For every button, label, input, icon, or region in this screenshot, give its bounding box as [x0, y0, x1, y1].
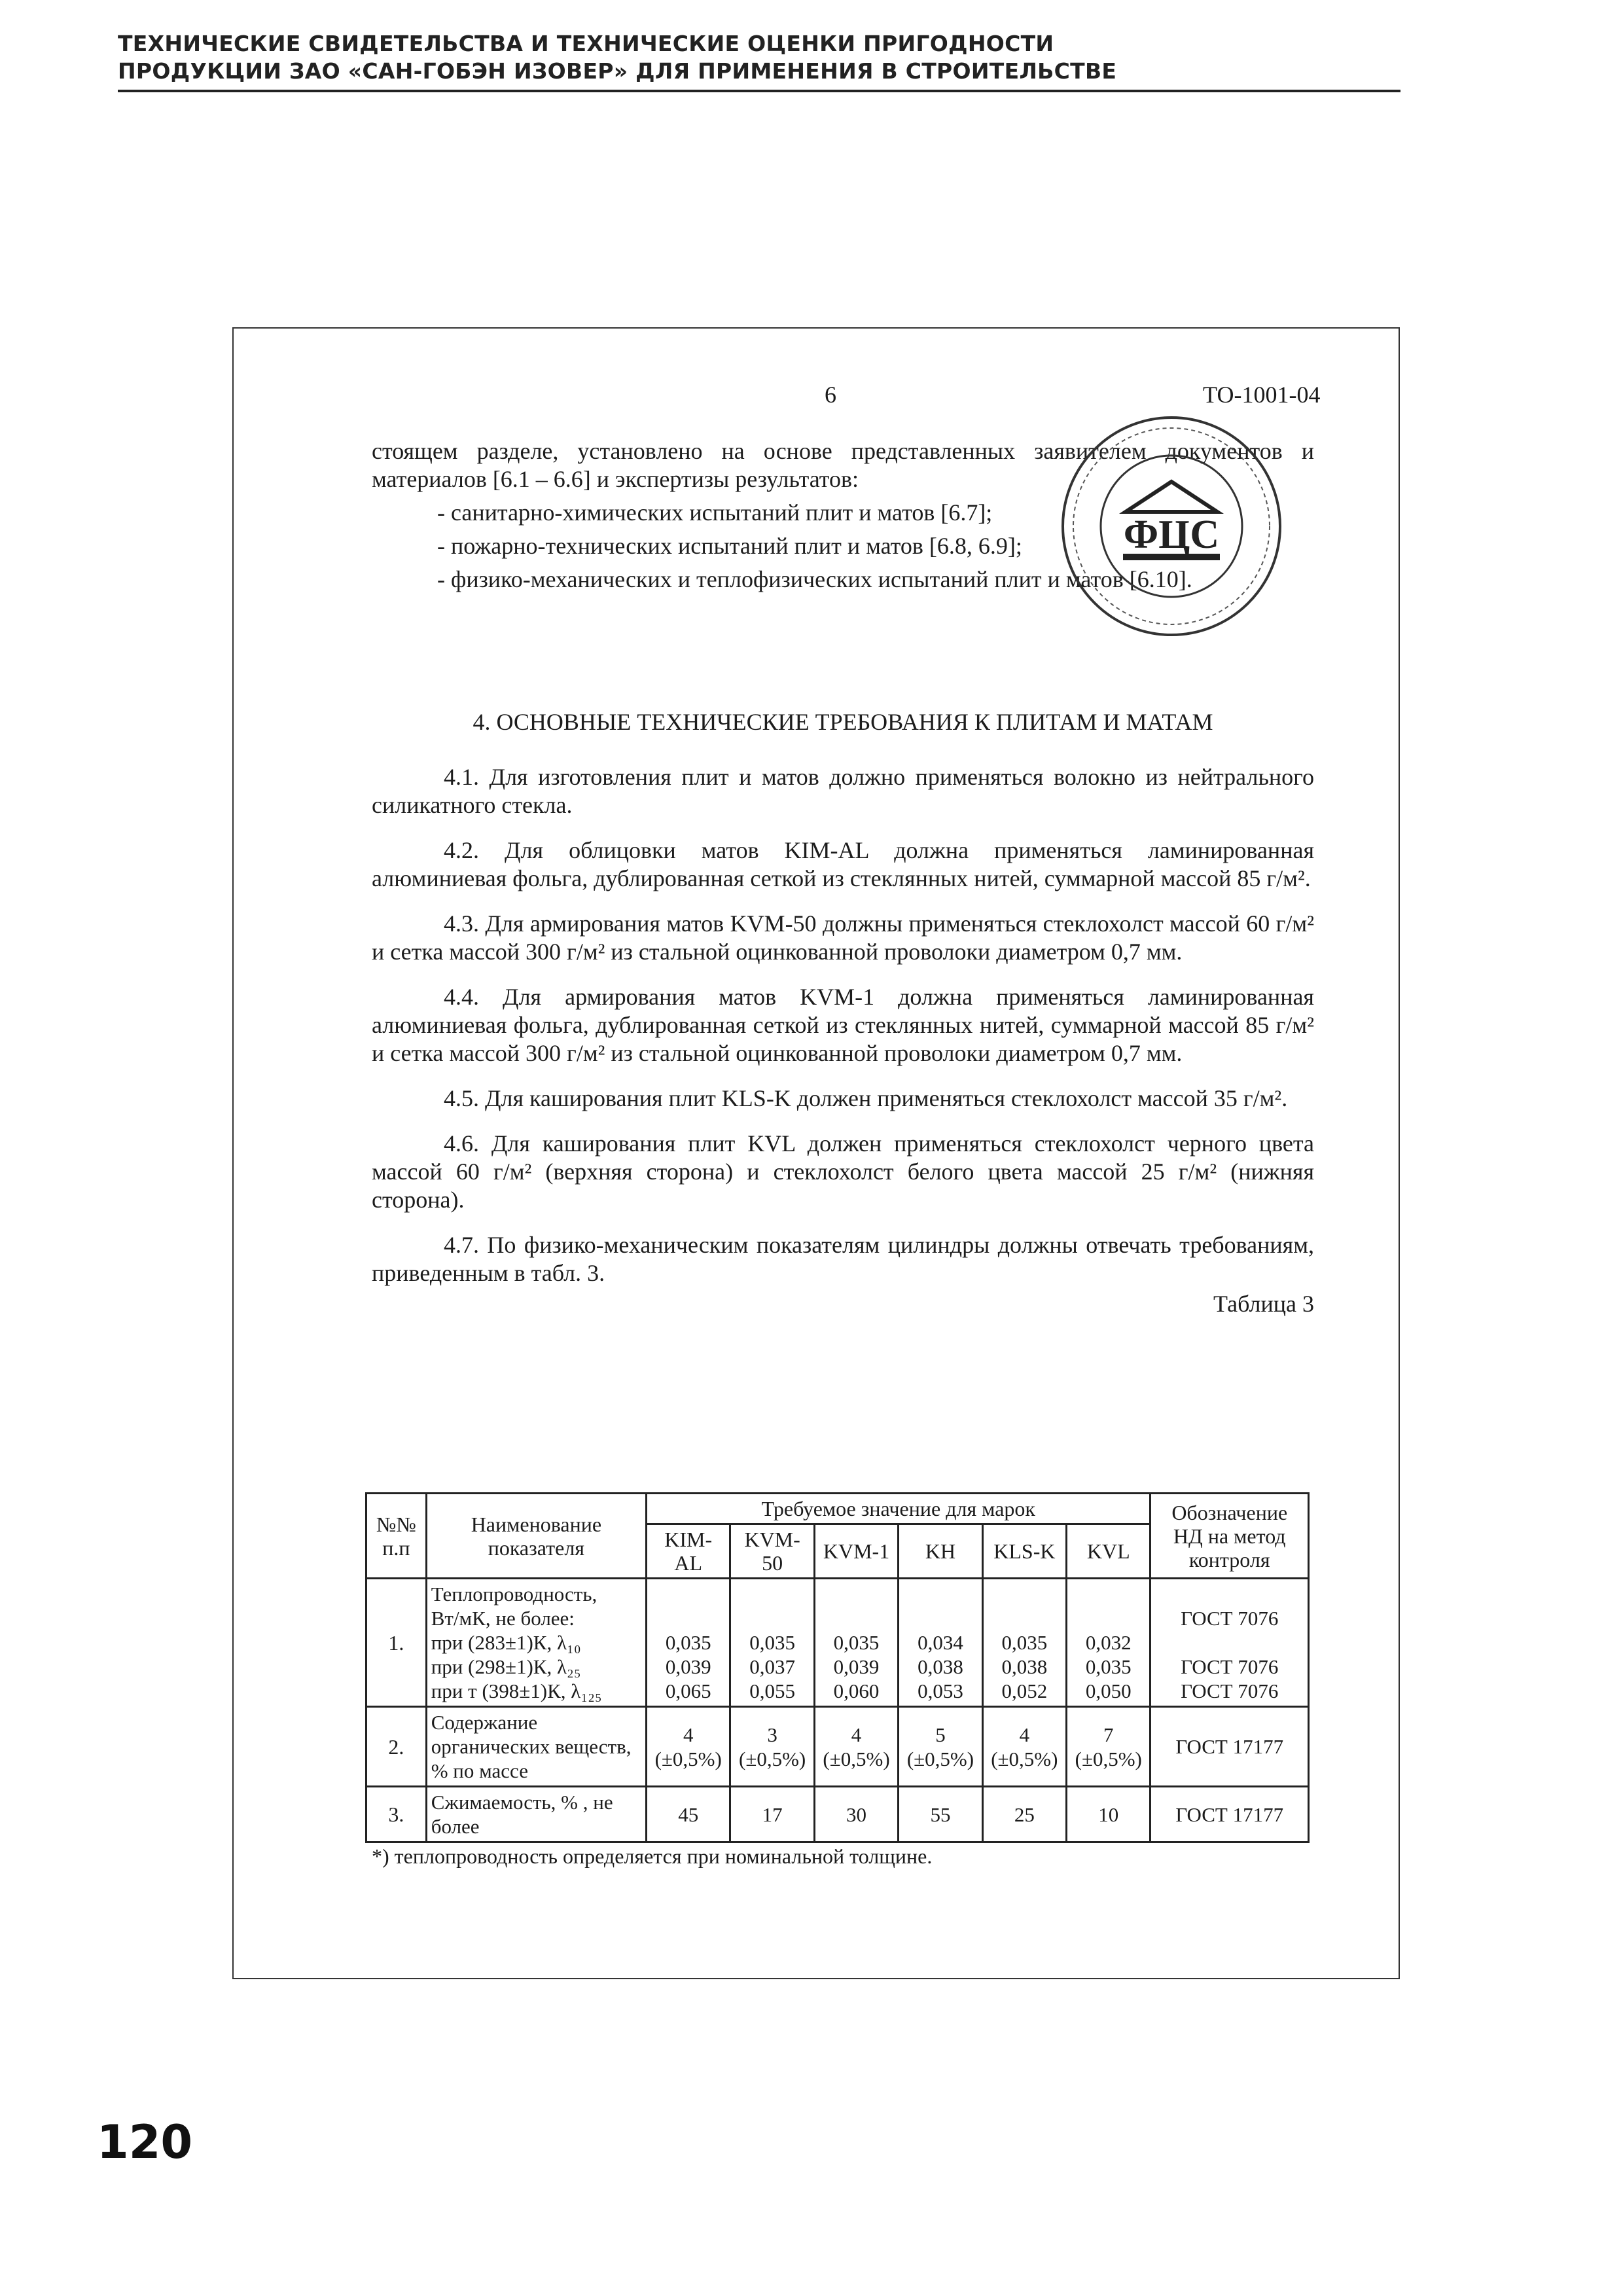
- cell-value: 0,055: [749, 1679, 795, 1702]
- paragraph-4-2: 4.2. Для облицовки матов KIM-AL должна применяться ламинированная алюминиевая фольга, дублированная сеткой из стеклянных нитей, суммарной массой 85 г/м².: [372, 837, 1314, 891]
- cell-tolerance: (±0,5%): [1075, 1747, 1142, 1770]
- cell-value: 0,035: [749, 1631, 795, 1654]
- header-line-2: ПРОДУКЦИИ ЗАО «САН-ГОБЭН ИЗОВЕР» ДЛЯ ПРИМЕНЕНИЯ В СТРОИТЕЛЬСТВЕ: [118, 58, 1117, 84]
- header-line-1: ТЕХНИЧЕСКИЕ СВИДЕТЕЛЬСТВА И ТЕХНИЧЕСКИЕ ОЦЕНКИ ПРИГОДНОСТИ: [118, 31, 1054, 56]
- cell-value: 4: [851, 1723, 862, 1746]
- intro-paragraph: стоящем разделе, установлено на основе представленных заявителем документов и материалов [6.1 – 6.6] и экспертизы результатов:: [372, 438, 1314, 492]
- cell-value: 0,039: [833, 1655, 880, 1678]
- row-name: [426, 1579, 646, 1707]
- cell-value: 3: [767, 1723, 777, 1746]
- cell-value: 30: [814, 1787, 898, 1842]
- value-cell: [814, 1707, 898, 1787]
- running-header: [118, 30, 1400, 85]
- paragraph-4-1: 4.1. Для изготовления плит и матов должно применяться волокно из нейтрального силикатного стекла.: [372, 764, 1314, 818]
- value-cell: [1067, 1579, 1150, 1707]
- row-name-line: при (298±1)К, λ₂₅: [431, 1655, 581, 1678]
- cell-value: 7: [1103, 1723, 1114, 1746]
- cell-value: 0,034: [918, 1631, 963, 1654]
- brand-header: KVL: [1067, 1524, 1150, 1579]
- table-caption: Таблица 3: [1213, 1291, 1314, 1317]
- cell-value: 0,038: [1001, 1655, 1048, 1678]
- cell-value: 0,060: [833, 1679, 880, 1702]
- brand-header: KLS-K: [982, 1524, 1066, 1579]
- cell-value: 0,035: [833, 1631, 880, 1654]
- header-num: №№ п.п: [366, 1494, 427, 1579]
- certification-stamp: [1059, 414, 1285, 639]
- value-cell: [982, 1707, 1066, 1787]
- cell-value: 0,037: [749, 1655, 795, 1678]
- cell-tolerance: (±0,5%): [991, 1747, 1058, 1770]
- row-name-line: при (283±1)К, λ₁₀: [431, 1631, 581, 1654]
- row-name: Сжимаемость, % , не более: [426, 1787, 646, 1842]
- table-row: [366, 1707, 1309, 1787]
- requirements-table: [365, 1492, 1310, 1843]
- section-title: 4. ОСНОВНЫЕ ТЕХНИЧЕСКИЕ ТРЕБОВАНИЯ К ПЛИТАМ И МАТАМ: [473, 709, 1213, 735]
- list-item: - физико-механических и теплофизических испытаний плит и матов [6.10].: [437, 566, 1192, 592]
- value-cell: [647, 1579, 730, 1707]
- table-footnote: *) теплопроводность определяется при номинальной толщине.: [372, 1844, 933, 1868]
- doc-page-number: 6: [825, 382, 836, 408]
- doc-number: ТО-1001-04: [1203, 382, 1321, 408]
- cell-value: 0,052: [1001, 1679, 1048, 1702]
- cell-value: 0,032: [1085, 1631, 1132, 1654]
- table-row: [366, 1579, 1309, 1707]
- list-item: - пожарно-технических испытаний плит и матов [6.8, 6.9];: [437, 533, 1022, 559]
- brand-header: KIM-AL: [647, 1524, 730, 1579]
- header-rule: [118, 90, 1400, 92]
- cell-value: 0,039: [665, 1655, 711, 1678]
- table-row: [366, 1787, 1309, 1842]
- paragraph-4-5: 4.5. Для каширования плит KLS-K должен применяться стеклохолст массой 35 г/м².: [444, 1085, 1288, 1111]
- nd-cell: ГОСТ 17177: [1150, 1707, 1309, 1787]
- value-cell: [899, 1707, 982, 1787]
- header-required: Требуемое значение для марок: [647, 1494, 1150, 1524]
- cell-value: 4: [1019, 1723, 1030, 1746]
- row-name-line: Вт/мК, не более:: [431, 1607, 575, 1630]
- cell-value: 0,065: [665, 1679, 711, 1702]
- row-num: 2.: [366, 1707, 427, 1787]
- row-name: Содержание органических веществ, % по массе: [426, 1707, 646, 1787]
- header-name: Наименование показателя: [426, 1494, 646, 1579]
- cell-value: 10: [1067, 1787, 1150, 1842]
- value-cell: [647, 1707, 730, 1787]
- header-nd: Обозначение НД на метод контроля: [1150, 1494, 1309, 1579]
- nd-cell: [1150, 1579, 1309, 1707]
- row-num: 1.: [366, 1579, 427, 1707]
- cell-value: 0,035: [665, 1631, 711, 1654]
- cell-value: 0,038: [918, 1655, 963, 1678]
- cell-value: 25: [982, 1787, 1066, 1842]
- row-name-line: при т (398±1)К, λ₁₂₅: [431, 1679, 602, 1702]
- page-number: 120: [97, 2115, 193, 2169]
- cell-value: 45: [647, 1787, 730, 1842]
- brand-header: KVM-50: [730, 1524, 814, 1579]
- brand-header: KH: [899, 1524, 982, 1579]
- cell-value: 0,035: [1001, 1631, 1048, 1654]
- paragraph-4-6: 4.6. Для каширования плит KVL должен применяться стеклохолст черного цвета массой 60 г/м² (верхняя сторона) и стеклохолст белого цвета массой 25 г/м² (нижняя сторона).: [372, 1130, 1314, 1213]
- section-4: [372, 708, 1314, 1318]
- row-num: 3.: [366, 1787, 427, 1842]
- cell-value: 55: [899, 1787, 982, 1842]
- value-cell: [1067, 1707, 1150, 1787]
- value-cell: [982, 1579, 1066, 1707]
- row-name-line: Теплопроводность,: [431, 1583, 597, 1605]
- nd-value: ГОСТ 7076: [1181, 1606, 1279, 1630]
- paragraph-4-3: 4.3. Для армирования матов KVM-50 должны применяться стеклохолст массой 60 г/м² и сетка массой 300 г/м² из стальной оцинкованной проволоки диаметром 0,7 мм.: [372, 910, 1314, 965]
- value-cell: [814, 1579, 898, 1707]
- cell-value: 0,050: [1085, 1679, 1132, 1702]
- value-cell: [899, 1579, 982, 1707]
- cell-tolerance: (±0,5%): [739, 1747, 806, 1770]
- nd-cell: ГОСТ 17177: [1150, 1787, 1309, 1842]
- stamp-text: ФЦС: [1123, 512, 1220, 557]
- value-cell: [730, 1707, 814, 1787]
- nd-value: ГОСТ 7076: [1181, 1655, 1279, 1678]
- cell-tolerance: (±0,5%): [654, 1747, 722, 1770]
- cell-value: 0,035: [1085, 1655, 1132, 1678]
- list-item: - санитарно-химических испытаний плит и матов [6.7];: [437, 499, 993, 526]
- paragraph-4-7: 4.7. По физико-механическим показателям цилиндры должны отвечать требованиям, приведенным в табл. 3.: [372, 1232, 1314, 1286]
- cell-value: 0,053: [918, 1679, 963, 1702]
- nd-value: ГОСТ 7076: [1181, 1679, 1279, 1702]
- cell-tolerance: (±0,5%): [823, 1747, 890, 1770]
- value-cell: [730, 1579, 814, 1707]
- cell-value: 4: [683, 1723, 694, 1746]
- table-header-row: [366, 1494, 1309, 1524]
- cell-value: 17: [730, 1787, 814, 1842]
- cell-tolerance: (±0,5%): [906, 1747, 974, 1770]
- brand-header: KVM-1: [814, 1524, 898, 1579]
- cell-value: 5: [935, 1723, 946, 1746]
- paragraph-4-4: 4.4. Для армирования матов KVM-1 должна применяться ламинированная алюминиевая фольга, дублированная сеткой из стеклянных нитей, суммарной массой 85 г/м² и сетка массой 300 г/м² из стальной оцинкованной проволоки диаметром 0,7 мм.: [372, 984, 1314, 1066]
